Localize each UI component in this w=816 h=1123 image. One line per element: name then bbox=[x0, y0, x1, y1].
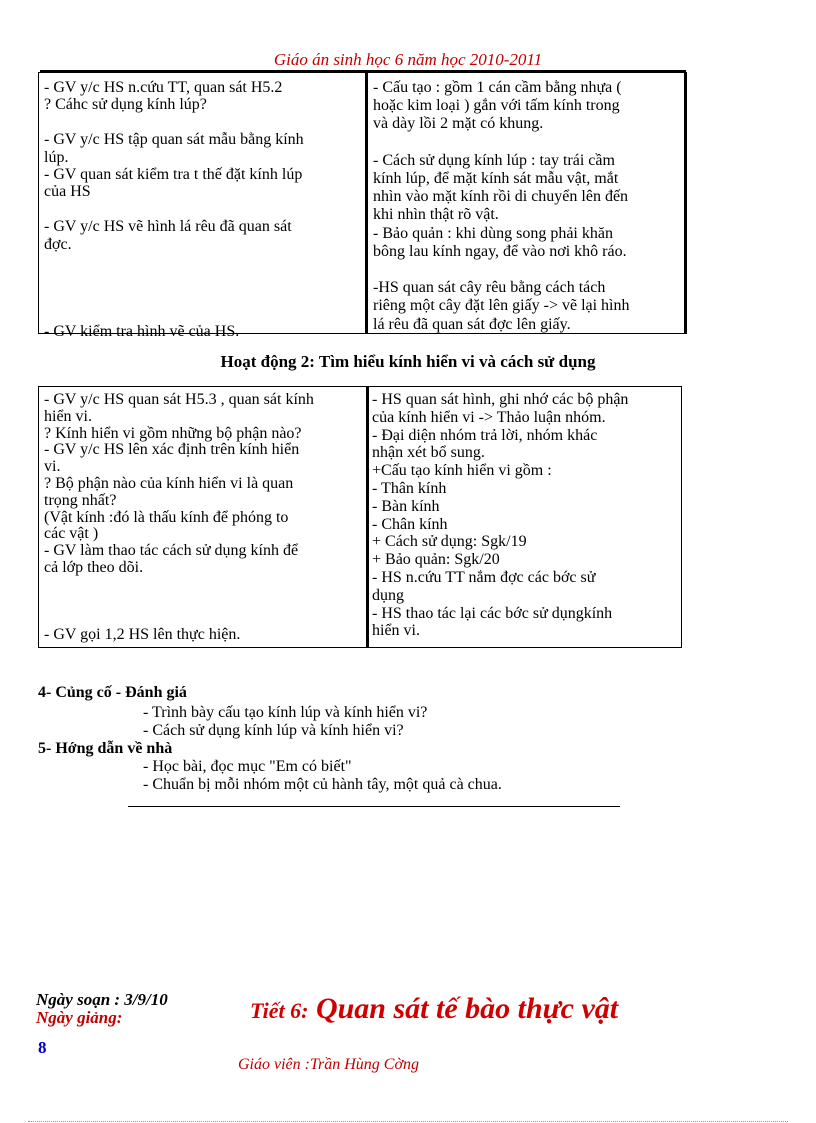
section5-item: - Học bài, đọc mục "Em có biết" bbox=[143, 758, 352, 775]
cell-line: - Bàn kính bbox=[372, 497, 440, 515]
section4-item: - Cách sử dụng kính lúp và kính hiển vi? bbox=[143, 722, 404, 739]
activity2-title: Hoạt động 2: Tìm hiểu kính hiển vi và cách sử dụng bbox=[220, 352, 596, 371]
cell-line: - HS thao tác lại các bớc sử dụngkính bbox=[372, 604, 613, 622]
cell-line: + Cách sử dụng: Sgk/19 bbox=[372, 533, 527, 551]
teacher-activity-column bbox=[44, 387, 360, 647]
cell-line: hoặc kim loại ) gắn với tấm kính trong bbox=[373, 97, 620, 115]
section4-item: - Trình bày cấu tạo kính lúp và kính hiển vi? bbox=[143, 704, 428, 721]
cell-line: - Đại diện nhóm trả lời, nhóm khác bbox=[372, 426, 598, 444]
cell-line: khi nhìn thật rõ vật. bbox=[373, 206, 499, 224]
page-footer: Giáo viên :Trần Hùng Cờng bbox=[238, 1056, 419, 1073]
cell-line: trọng nhất? bbox=[44, 491, 117, 509]
cell-line: ? Kính hiển vi gồm những bộ phận nào? bbox=[44, 424, 302, 442]
table-shadow bbox=[684, 72, 687, 334]
cell-line: nhận xét bổ sung. bbox=[372, 444, 485, 462]
activity1-table bbox=[38, 72, 686, 340]
cell-line: - HS n.cứu TT nắm đợc các bớc sử bbox=[372, 569, 596, 586]
lesson-number: Tiết 6: bbox=[250, 998, 309, 1023]
table-shadow bbox=[366, 386, 369, 648]
page-header: Giáo án sinh học 6 năm học 2010-2011 bbox=[273, 50, 543, 69]
student-activity-column bbox=[373, 73, 673, 333]
student-activity-column bbox=[372, 387, 672, 647]
page-number: 8 bbox=[38, 1038, 47, 1057]
table-shadow bbox=[365, 72, 368, 334]
section5-item: - Chuẩn bị mỗi nhóm một củ hành tây, một quả cà chua. bbox=[143, 776, 502, 793]
cell-line: - GV làm thao tác cách sử dụng kính để bbox=[44, 542, 299, 560]
lesson-name: Quan sát tế bào thực vật bbox=[315, 992, 619, 1025]
cell-line: - GV y/c HS tập quan sát mẫu bằng kính bbox=[44, 131, 304, 149]
section4-title: 4- Củng cố - Đánh giá bbox=[38, 684, 187, 701]
cell-line: của HS bbox=[44, 183, 91, 201]
cell-line: dụng bbox=[372, 586, 404, 604]
cell-line: đợc. bbox=[44, 235, 72, 253]
section-separator bbox=[128, 806, 620, 807]
cell-line: (Vật kính :đó là thấu kính để phóng to bbox=[44, 508, 289, 526]
ngay-soan: Ngày soạn : 3/9/10 bbox=[36, 990, 168, 1009]
cell-line: vi. bbox=[44, 458, 61, 476]
cell-line: cả lớp theo dõi. bbox=[44, 559, 144, 576]
cell-line: bông lau kính ngay, để vào nơi khô ráo. bbox=[373, 242, 627, 260]
cell-line: - Chân kính bbox=[372, 515, 448, 533]
cell-line: ? Bộ phận nào của kính hiển vi là quan bbox=[44, 475, 294, 492]
cell-line: - GV gọi 1,2 HS lên thực hiện. bbox=[44, 626, 241, 644]
activity2-table bbox=[38, 386, 682, 648]
cell-line: - Cách sử dụng kính lúp : tay trái cầm bbox=[373, 151, 615, 169]
cell-line: + Bảo quản: Sgk/20 bbox=[372, 551, 500, 569]
cell-line: của kính hiển vi -> Thảo luận nhóm. bbox=[372, 408, 606, 426]
cell-line: hiển vi. bbox=[44, 407, 92, 425]
footer-rule bbox=[28, 1121, 788, 1122]
cell-line: - GV y/c HS quan sát H5.3 , quan sát kính bbox=[44, 391, 314, 408]
cell-line: - GV y/c HS vẽ hình lá rêu đã quan sát bbox=[44, 218, 292, 236]
cell-line: +Cấu tạo kính hiển vi gồm : bbox=[372, 462, 552, 480]
cell-line: lúp. bbox=[44, 148, 69, 166]
cell-line: - GV quan sát kiểm tra t thế đặt kính lúp bbox=[44, 166, 303, 183]
cell-line: các vật ) bbox=[44, 525, 99, 543]
cell-line: hiển vi. bbox=[372, 622, 420, 640]
section5-title: 5- Hớng dẫn về nhà bbox=[38, 740, 173, 757]
cell-line: riêng một cây đặt lên giấy -> vẽ lại hình bbox=[373, 297, 630, 315]
ngay-giang: Ngày giảng: bbox=[36, 1008, 123, 1027]
cell-line: -HS quan sát cây rêu bằng cách tách bbox=[373, 279, 606, 297]
cell-line: - GV y/c HS lên xác định trên kính hiển bbox=[44, 441, 300, 459]
cell-line: và dày lồi 2 mặt có khung. bbox=[373, 115, 544, 133]
cell-line: - HS quan sát hình, ghi nhớ các bộ phận bbox=[372, 391, 629, 408]
cell-line: - Cấu tạo : gồm 1 cán cầm bằng nhựa ( bbox=[373, 79, 622, 96]
cell-line: ? Cáhc sử dụng kính lúp? bbox=[44, 96, 207, 114]
lesson-title bbox=[250, 992, 618, 1026]
cell-line: - GV kiểm tra hình vẽ của HS. bbox=[44, 322, 240, 340]
cell-line: - GV y/c HS n.cứu TT, quan sát H5.2 bbox=[44, 79, 283, 96]
cell-line: lá rêu đã quan sát đợc lên giấy. bbox=[373, 315, 571, 333]
cell-line: - Thân kính bbox=[372, 480, 447, 497]
cell-line: nhìn vào mặt kính rồi di chuyển lên đến bbox=[373, 188, 629, 206]
cell-line: - Bảo quản : khi dùng song phải khăn bbox=[373, 224, 613, 242]
teacher-activity-column bbox=[44, 73, 360, 340]
cell-line: kính lúp, để mặt kính sát mẫu vật, mắt bbox=[373, 170, 619, 187]
